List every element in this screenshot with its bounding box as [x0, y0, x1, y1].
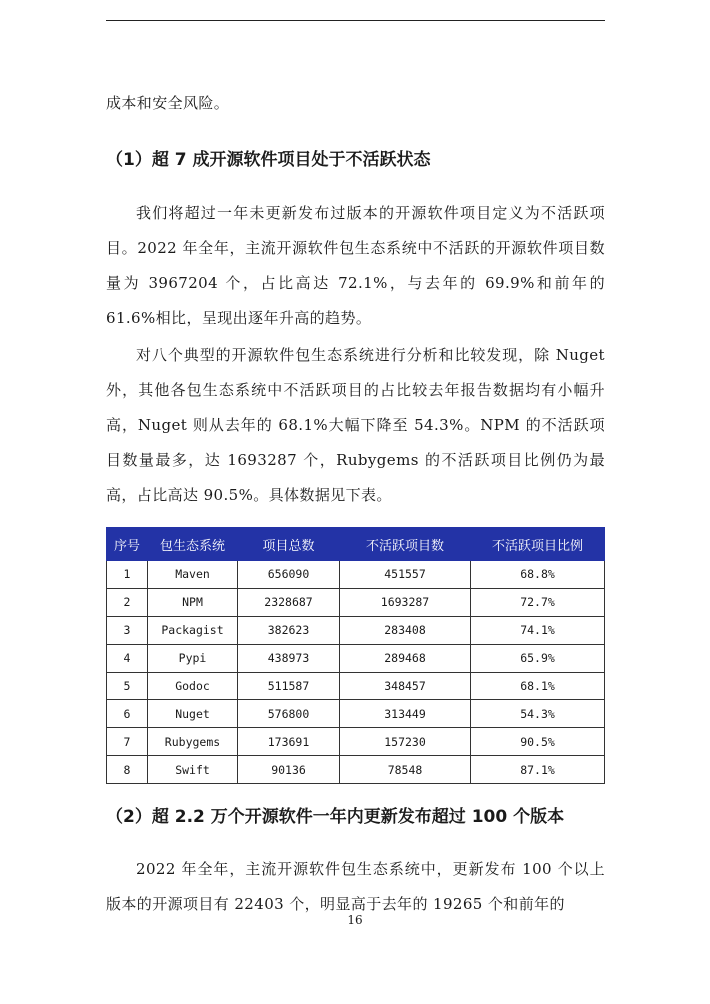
cell-total: 576800: [238, 700, 340, 728]
section-1-heading: （1）超 7 成开源软件项目处于不活跃状态: [106, 150, 431, 170]
cell-total: 2328687: [238, 588, 340, 616]
table-row: [107, 616, 605, 644]
header-rule: [106, 20, 605, 21]
cell-ratio: 68.1%: [471, 672, 605, 700]
cell-ratio: 87.1%: [471, 756, 605, 784]
table-row: [107, 588, 605, 616]
cell-ecosystem: Godoc: [148, 672, 238, 700]
table-row: [107, 672, 605, 700]
cell-ecosystem: Maven: [148, 561, 238, 589]
cell-ratio: 90.5%: [471, 728, 605, 756]
section-2-paragraph-1: 2022 年全年，主流开源软件包生态系统中，更新发布 100 个以上版本的开源项目有 22403 个，明显高于去年的 19265 个和前年的: [106, 860, 605, 913]
header-inactive-ratio: 不活跃项目比例: [471, 528, 605, 561]
cell-index: 2: [107, 588, 148, 616]
cell-ecosystem: Pypi: [148, 644, 238, 672]
intro-line: 成本和安全风险。: [106, 94, 230, 112]
table-row: [107, 756, 605, 784]
cell-index: 4: [107, 644, 148, 672]
cell-index: 8: [107, 756, 148, 784]
cell-total: 90136: [238, 756, 340, 784]
table-row: [107, 728, 605, 756]
inactive-projects-table: [106, 527, 605, 784]
cell-inactive: 1693287: [340, 588, 471, 616]
cell-ratio: 72.7%: [471, 588, 605, 616]
cell-inactive: 289468: [340, 644, 471, 672]
header-inactive-projects: 不活跃项目数: [340, 528, 471, 561]
cell-inactive: 348457: [340, 672, 471, 700]
section-2-heading: （2）超 2.2 万个开源软件一年内更新发布超过 100 个版本: [106, 807, 565, 827]
cell-ecosystem: Swift: [148, 756, 238, 784]
cell-ecosystem: Rubygems: [148, 728, 238, 756]
cell-index: 6: [107, 700, 148, 728]
cell-ratio: 54.3%: [471, 700, 605, 728]
cell-ecosystem: NPM: [148, 588, 238, 616]
cell-total: 173691: [238, 728, 340, 756]
cell-inactive: 283408: [340, 616, 471, 644]
page-number: 16: [347, 913, 363, 927]
cell-total: 656090: [238, 561, 340, 589]
cell-total: 438973: [238, 644, 340, 672]
table-row: [107, 644, 605, 672]
section-1-paragraph-1: 我们将超过一年未更新发布过版本的开源软件项目定义为不活跃项目。2022 年全年，主流开源软件包生态系统中不活跃的开源软件项目数量为 3967204 个，占比高达 72.1%，与去年的 69.9%和前年的 61.6%相比，呈现出逐年升高的趋势。: [106, 204, 605, 327]
cell-ecosystem: Packagist: [148, 616, 238, 644]
header-index: 序号: [107, 528, 148, 561]
table-row: [107, 561, 605, 589]
cell-inactive: 78548: [340, 756, 471, 784]
cell-index: 3: [107, 616, 148, 644]
cell-ecosystem: Nuget: [148, 700, 238, 728]
cell-inactive: 451557: [340, 561, 471, 589]
cell-inactive: 313449: [340, 700, 471, 728]
cell-index: 5: [107, 672, 148, 700]
header-total-projects: 项目总数: [238, 528, 340, 561]
cell-ratio: 68.8%: [471, 561, 605, 589]
cell-inactive: 157230: [340, 728, 471, 756]
cell-index: 1: [107, 561, 148, 589]
cell-ratio: 65.9%: [471, 644, 605, 672]
header-ecosystem: 包生态系统: [148, 528, 238, 561]
section-1-paragraph-2: 对八个典型的开源软件包生态系统进行分析和比较发现，除 Nuget 外，其他各包生态系统中不活跃项目的占比较去年报告数据均有小幅升高，Nuget 则从去年的 68.1%大幅下降至 54.3%。NPM 的不活跃项目数量最多，达 1693287 个，Rubygems 的不活跃项目比例仍为最高，占比高达 90.5%。具体数据见下表。: [106, 346, 605, 504]
table-row: [107, 700, 605, 728]
cell-ratio: 74.1%: [471, 616, 605, 644]
cell-total: 382623: [238, 616, 340, 644]
cell-total: 511587: [238, 672, 340, 700]
cell-index: 7: [107, 728, 148, 756]
table-header-row: [107, 528, 605, 561]
